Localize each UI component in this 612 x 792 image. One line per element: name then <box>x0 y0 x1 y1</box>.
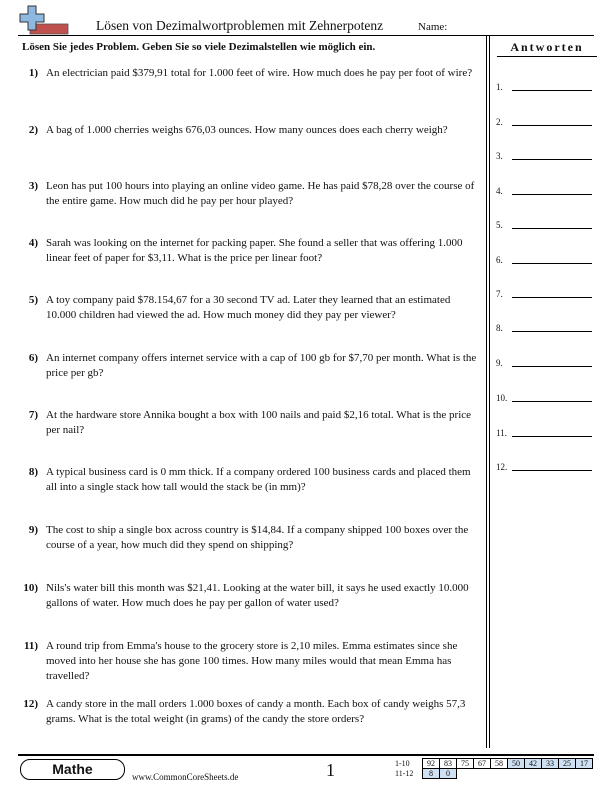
score-cell: 75 <box>457 759 474 769</box>
answer-blank[interactable] <box>512 366 592 367</box>
footer-divider <box>18 754 594 756</box>
answer-label: 11. <box>496 428 507 438</box>
subject-badge: Mathe <box>20 759 125 780</box>
answer-blank[interactable] <box>512 263 592 264</box>
website-link[interactable]: www.CommonCoreSheets.de <box>132 772 239 782</box>
name-label: Name: <box>418 21 448 33</box>
answer-label: 7. <box>496 289 503 299</box>
problem-number: 9) <box>28 524 38 536</box>
score-cell: 33 <box>542 759 559 769</box>
score-cell: 17 <box>576 759 593 769</box>
problem-number: 2) <box>28 124 38 136</box>
score-row-label: 1-10 <box>395 759 410 768</box>
answer-row <box>496 113 596 129</box>
instructions: Lösen Sie jedes Problem. Geben Sie so viele Dezimalstellen wie möglich ein. <box>22 41 376 53</box>
problem-text: Nils's water bill this month was $21,41. Looking at the water bill, it says he used exactly 10.000 gallons of water. How much does he pay per gallon of water used? <box>46 582 469 609</box>
plus-sign-logo-icon <box>18 4 70 36</box>
problem-text: A round trip from Emma's house to the grocery store is 2,10 miles. Emma estimates since she moved into her house she has gone 100 times. How many miles would that mean Emma has travelled? <box>46 640 458 682</box>
problem-text: A toy company paid $78.154,67 for a 30 second TV ad. Later they learned that an estimated 10.000 children had viewed the ad. How much money did they pay per viewer? <box>46 294 451 321</box>
answer-blank[interactable] <box>512 228 592 229</box>
answer-row <box>496 182 596 198</box>
score-row <box>394 759 593 769</box>
header-divider <box>18 35 594 36</box>
answer-row <box>496 424 596 440</box>
problem-number: 11) <box>23 640 38 652</box>
score-table <box>394 758 593 779</box>
answer-label: 8. <box>496 323 503 333</box>
answer-row <box>496 458 596 474</box>
problem-number: 3) <box>28 180 38 192</box>
answer-label: 2. <box>496 117 503 127</box>
problem-text: A bag of 1.000 cherries weighs 676,03 ounces. How many ounces does each cherry weigh? <box>46 124 448 136</box>
score-row-label: 11-12 <box>395 769 414 778</box>
problem-number: 12) <box>23 698 38 710</box>
page-title: Lösen von Dezimalwortproblemen mit Zehnerpotenz <box>96 18 384 33</box>
problem-text: Sarah was looking on the internet for packing paper. She found a seller that was offering 1.000 linear feet of paper for $3,11. What is the price per linear foot? <box>46 237 463 264</box>
answer-blank[interactable] <box>512 125 592 126</box>
answer-label: 3. <box>496 151 503 161</box>
answer-blank[interactable] <box>512 90 592 91</box>
problem-number: 8) <box>28 466 38 478</box>
answer-blank[interactable] <box>512 401 592 402</box>
answer-row <box>496 216 596 232</box>
answer-row <box>496 285 596 301</box>
problem-text: The cost to ship a single box across country is $14,84. If a company shipped 100 boxes over the course of a year, how much did they spend on shipping? <box>46 524 469 551</box>
problem-number: 1) <box>28 67 38 79</box>
answer-row <box>496 319 596 335</box>
score-cell: 50 <box>508 759 525 769</box>
answer-blank[interactable] <box>512 436 592 437</box>
problem-number: 7) <box>28 409 38 421</box>
score-cell: 67 <box>474 759 491 769</box>
score-cell: 58 <box>491 759 508 769</box>
problem-text: An internet company offers internet service with a cap of 100 gb for $7,70 per month. What is the price per gb? <box>46 352 477 379</box>
score-cell: 92 <box>423 759 440 769</box>
answer-row <box>496 147 596 163</box>
score-row <box>394 769 593 779</box>
score-cell: 25 <box>559 759 576 769</box>
problem-number: 5) <box>28 294 38 306</box>
problem-number: 4) <box>28 237 38 249</box>
page-number: 1 <box>326 760 335 780</box>
problem-text: An electrician paid $379,91 total for 1.000 feet of wire. How much does he pay per foot of wire? <box>46 67 473 79</box>
score-cell: 0 <box>440 769 457 779</box>
answers-header-underline <box>497 56 597 57</box>
problem-text: A candy store in the mall orders 1.000 boxes of candy a month. Each box of candy weighs 57,3 grams. What is the total weight (in grams) of the candy the store orders? <box>46 698 466 725</box>
answer-label: 12. <box>496 462 508 472</box>
answer-blank[interactable] <box>512 470 592 471</box>
score-cell: 8 <box>423 769 440 779</box>
answer-label: 6. <box>496 255 503 265</box>
answer-blank[interactable] <box>512 194 592 195</box>
problem-text: At the hardware store Annika bought a box with 100 nails and paid $2,16 total. What is the price per nail? <box>46 409 472 436</box>
answer-label: 10. <box>496 393 508 403</box>
answer-label: 1. <box>496 82 503 92</box>
problem-number: 10) <box>23 582 38 594</box>
problem-text: Leon has put 100 hours into playing an online video game. He has paid $78,28 over the course of the entire game. How much did he pay per hour played? <box>46 180 475 207</box>
score-cell: 83 <box>440 759 457 769</box>
answer-label: 9. <box>496 358 503 368</box>
answer-row <box>496 251 596 267</box>
answer-label: 5. <box>496 220 503 230</box>
problem-text: A typical business card is 0 mm thick. If a company ordered 100 business cards and placed them all into a single stack how tall would the stack be (in mm)? <box>46 466 471 493</box>
answer-blank[interactable] <box>512 331 592 332</box>
problem-number: 6) <box>28 352 38 364</box>
answer-blank[interactable] <box>512 297 592 298</box>
column-divider <box>489 36 490 748</box>
score-cell: 42 <box>525 759 542 769</box>
answer-row <box>496 354 596 370</box>
answer-blank[interactable] <box>512 159 592 160</box>
column-divider <box>486 36 487 748</box>
answer-row <box>496 78 596 94</box>
answer-label: 4. <box>496 186 503 196</box>
answers-header: Antworten <box>510 40 584 54</box>
answer-row <box>496 389 596 405</box>
